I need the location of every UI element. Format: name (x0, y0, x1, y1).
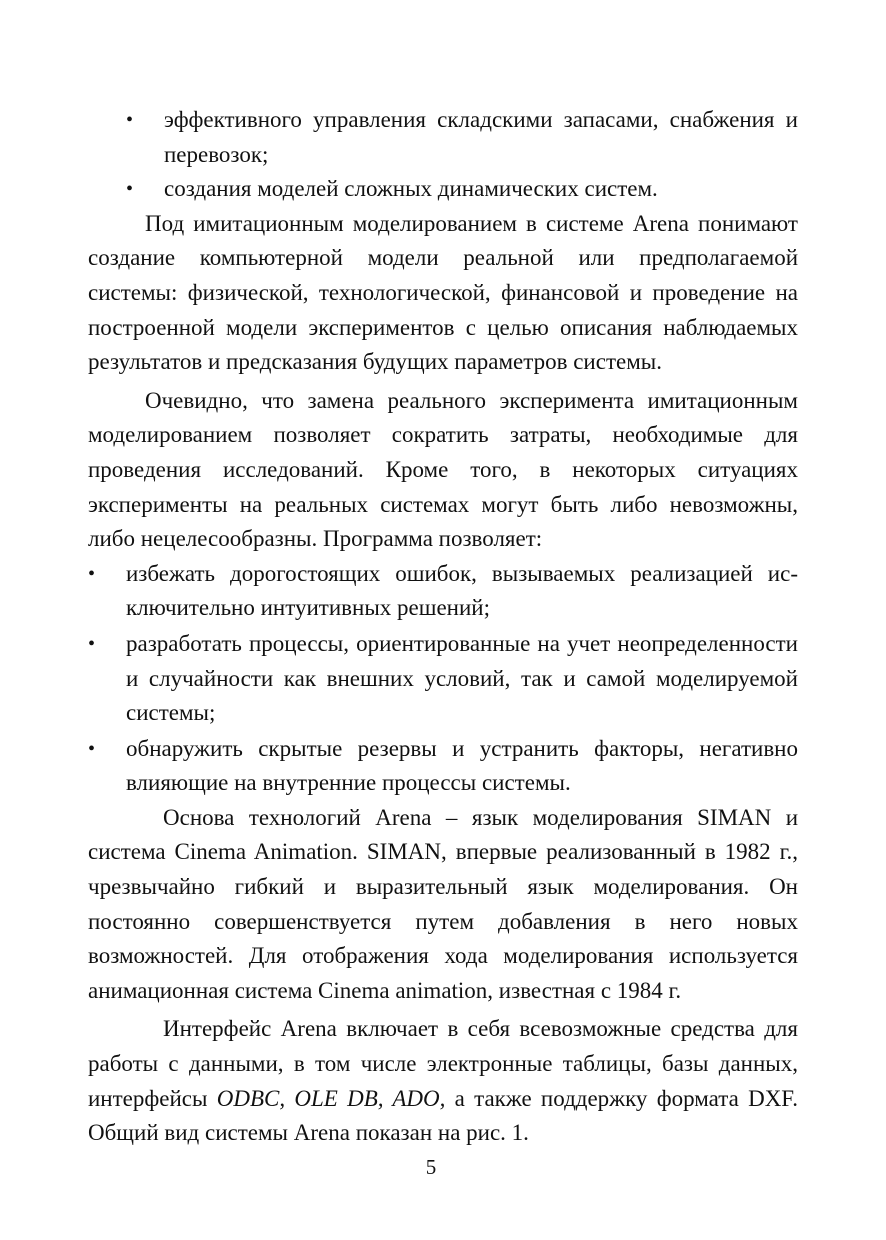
paragraph-arena-technology: Основа технологий Arena – язык моделирования SIMAN и система Cinema Animation. SIMAN, впервые реализованный в 1982 г., чрезвычайно гибкий и выразительный язык моделирования. Он постоянно совершенствуется путем добавления в него новых возможностей. Для отображения хода моделирования используется анимационная система Cinema animation, известная с 1984 г. (88, 804, 798, 1003)
interface-text-before: Интерфейс Arena включает в себя всевозможные средства для работы с данными, в том числе электронные таблицы, базы данных, интерфейсы (88, 1016, 798, 1111)
list-item-text: обнаружить скрытые резервы и устранить факторы, негативно влияющие на внутренние процессы системы. (126, 735, 798, 796)
bullet-list-program (88, 557, 798, 801)
list-item-text: избежать дорогостоящих ошибок, вызываемых реализацией исключительно интуитивных решений; (126, 560, 798, 621)
bullet-icon: • (88, 632, 96, 655)
list-item (88, 103, 798, 172)
list-item-text: создания моделей сложных динамических систем. (164, 176, 658, 202)
list-item (88, 627, 798, 731)
page-number: 5 (425, 1155, 437, 1179)
interface-text-after: а также поддержку формата DXF. Общий вид системы Arena показан на рис. 1. (88, 1085, 798, 1146)
paragraph-arena-interface (88, 1012, 798, 1150)
bullet-icon: • (126, 178, 134, 201)
list-item (88, 557, 798, 626)
interface-formats-italic: ODBC, OLE DB, ADO, (216, 1085, 446, 1111)
paragraph-simulation-benefits: Очевидно, что замена реального эксперимента имитационным моделированием позволяет сократить затраты, необходимые для проведения исследований. Кроме того, в некоторых ситуациях эксперименты на реальных системах могут быть либо невозможны, либо нецелесообразны. Программа позволяет: (88, 387, 798, 552)
paragraph-arena-definition: Под имитационным моделированием в системе Arena понимают создание компьютерной модели реальной или предполагаемой системы: физической, технологической, финансовой и проведение на построенной модели экспериментов с целью описания наблюдаемых результатов и предсказания будущих параметров системы. (88, 210, 798, 375)
bullet-icon: • (126, 109, 134, 131)
list-item (88, 172, 798, 207)
page-body (88, 103, 798, 1151)
list-item-text: разработать процессы, ориентированные на учет неопределенности и случайности как внешних условий, так и самой моделируемой системы; (126, 630, 798, 726)
list-item-text: эффективного управления складскими запасами, снабжения и перевозок; (164, 107, 798, 167)
bullet-list-top (88, 103, 798, 207)
bullet-icon: • (88, 737, 96, 760)
list-item (88, 732, 798, 801)
bullet-icon: • (88, 562, 96, 585)
